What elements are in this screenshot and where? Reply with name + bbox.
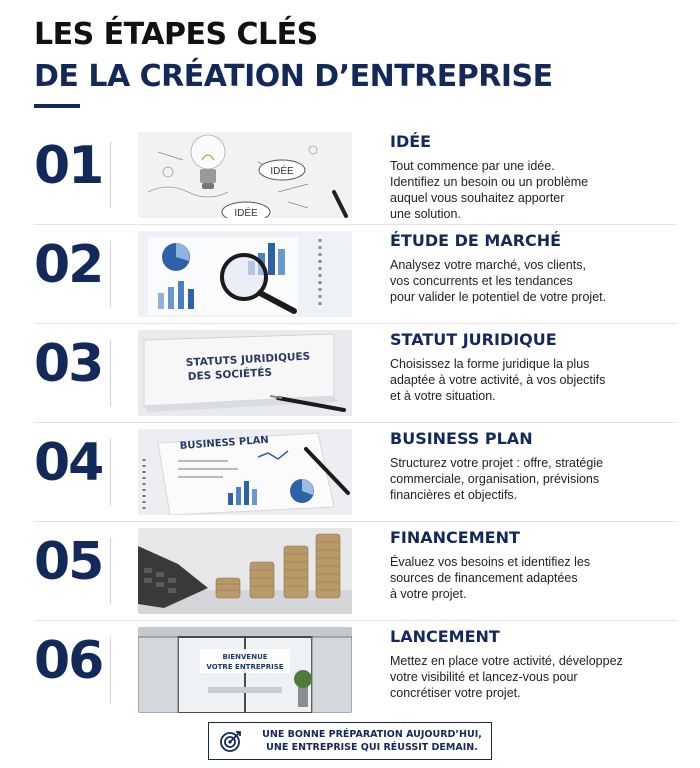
step-description: Choisissez la forme juridique la plus adaptée à votre activité, à vos objectifs et à votre situation. [390,357,606,403]
divider [110,439,111,505]
target-icon [219,729,243,753]
divider [110,241,111,307]
legal-status-image [138,330,352,416]
step-title: FINANCEMENT [390,528,520,547]
divider [110,538,111,604]
image-bp-label: BUSINESS PLAN [179,434,270,452]
office-launch-image [138,627,352,713]
image-office-label-2: VOTRE ENTREPRISE [206,663,284,671]
page-title [34,14,553,98]
market-study-image [138,231,352,317]
step-title: BUSINESS PLAN [390,429,533,448]
step-description: Mettez en place votre activité, développez votre visibilité et lancez-vous pour concrétiser votre projet. [390,654,623,700]
step-number: 01 [34,136,103,196]
step-idee [34,126,676,225]
divider [110,340,111,406]
image-office-label-1: BIENVENUE [222,653,268,661]
step-text [390,330,676,404]
image-legal-label-1: STATUTS JURIDIQUES [185,350,311,369]
step-etude-de-marche [34,225,676,324]
step-statut-juridique [34,324,676,423]
step-text [390,231,676,305]
step-text [390,429,676,503]
step-title: IDÉE [390,132,432,151]
step-number: 06 [34,631,103,691]
step-title: STATUT JURIDIQUE [390,330,557,349]
step-number: 05 [34,532,103,592]
financing-image [138,528,352,614]
step-title: ÉTUDE DE MARCHÉ [390,231,562,250]
title-line-1: LES ÉTAPES CLÉS [34,17,318,52]
step-text [390,627,676,701]
lightbulb-image [138,132,352,218]
divider [110,637,111,703]
image-idee-label-2: IDÉE [234,208,258,218]
step-description: Structurez votre projet : offre, stratégie commerciale, organisation, prévisions financières et objectifs. [390,456,604,502]
steps-list [34,126,676,719]
title-underline [34,104,80,108]
footer-tagline: UNE BONNE PRÉPARATION AUJOURD’HUI, UNE ENTREPRISE QUI RÉUSSIT DEMAIN. [262,729,482,753]
step-text [390,132,676,222]
image-legal-label-2: DES SOCIÉTÉS [187,366,273,383]
step-number: 04 [34,433,103,493]
footer-tagline-box [208,722,492,760]
step-description: Évaluez vos besoins et identifiez les sources de financement adaptées à votre projet. [390,555,591,601]
step-business-plan [34,423,676,522]
step-title: LANCEMENT [390,627,500,646]
step-lancement [34,621,676,719]
business-plan-image [138,429,352,515]
step-number: 03 [34,334,103,394]
image-idee-label-1: IDÉE [270,166,294,177]
step-financement [34,522,676,621]
title-line-2: DE LA CRÉATION D’ENTREPRISE [34,59,553,94]
step-number: 02 [34,235,103,295]
step-text [390,528,676,602]
step-description: Analysez votre marché, vos clients, vos concurrents et les tendances pour valider le potentiel de votre projet. [390,258,607,304]
divider [110,142,111,208]
step-description: Tout commence par une idée. Identifiez un besoin ou un problème auquel vous souhaitez apporter une solution. [390,159,589,221]
